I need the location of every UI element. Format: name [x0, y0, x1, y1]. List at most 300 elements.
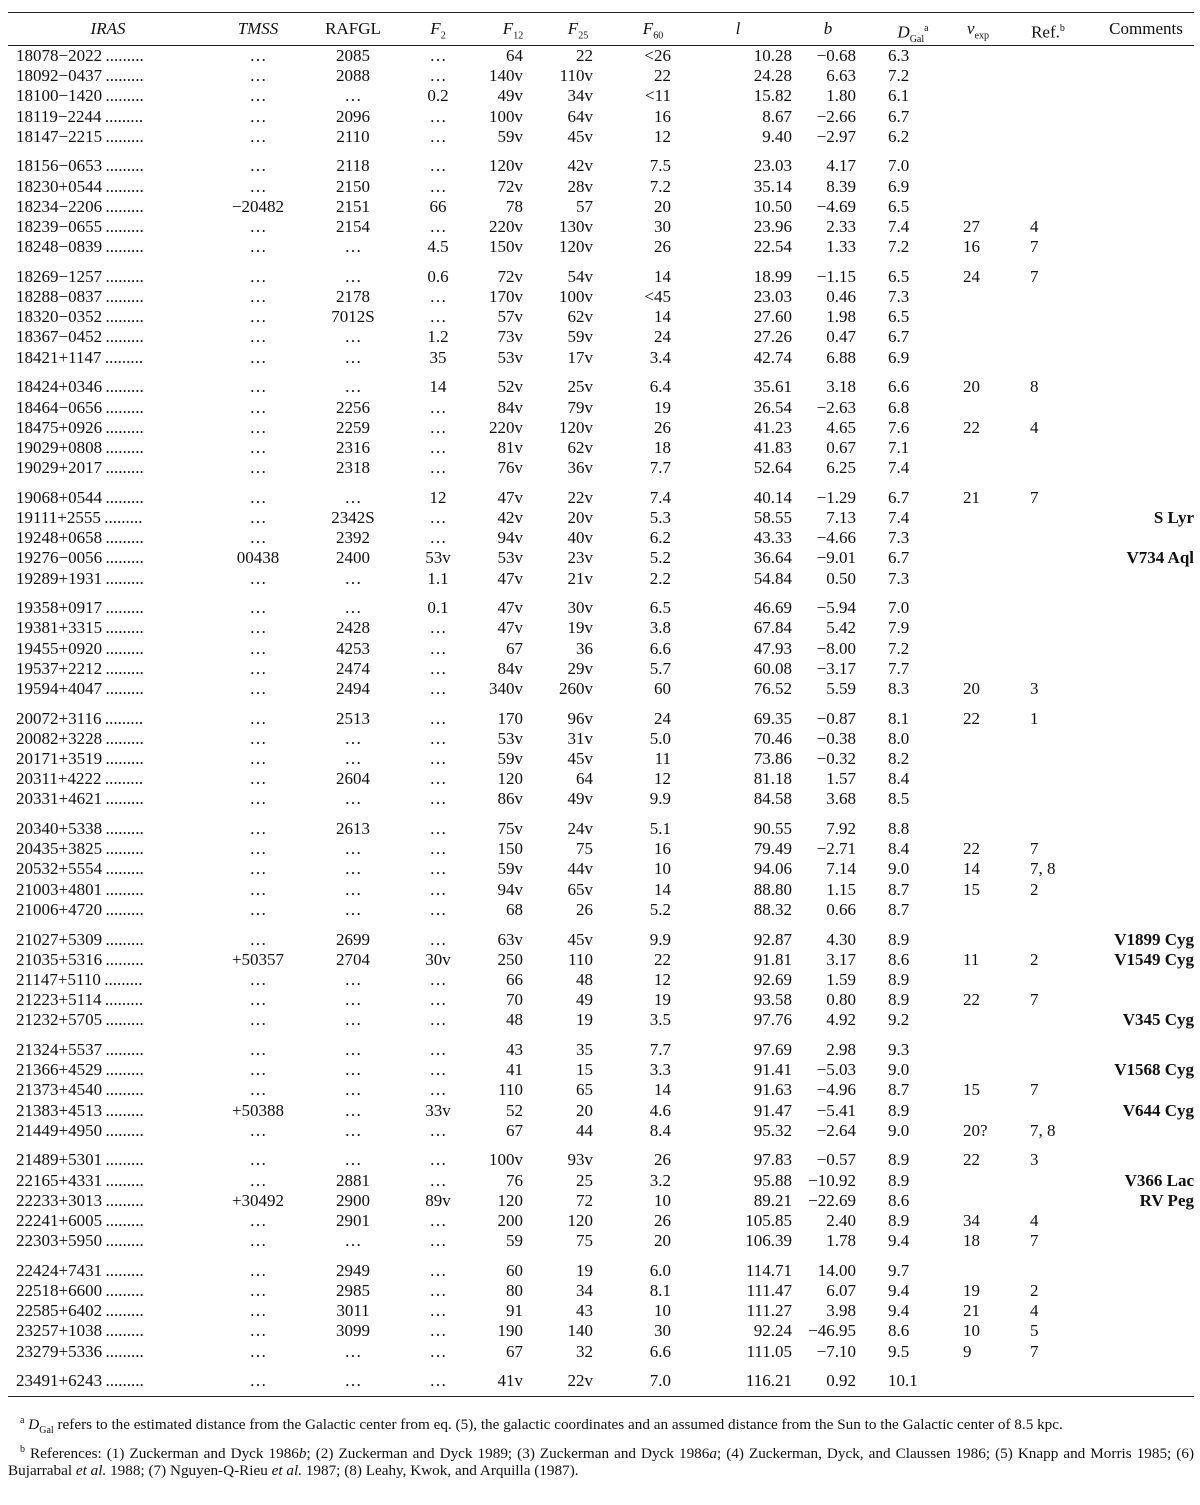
cell-vexp: 24 — [963, 266, 980, 286]
cell-l: 91.81 — [753, 949, 792, 969]
cell-tmss: … — [249, 789, 267, 809]
cell-rafgl: 2985 — [336, 1281, 370, 1300]
cell-rafgl: … — [344, 1371, 362, 1391]
header-ref: Ref.$^b$ — [1031, 22, 1065, 42]
cell-f12: 59v — [497, 859, 523, 879]
cell-l: 9.40 — [762, 126, 792, 146]
cell-f2: … — [429, 66, 447, 86]
cell-tmss: … — [249, 1371, 267, 1391]
table-row — [8, 177, 1194, 197]
header-tmss: TMSS — [237, 19, 279, 38]
cell-f25: 30v — [567, 598, 593, 618]
cell-iras: 18464−0656 ......... — [16, 397, 144, 417]
cell-dgal: 6.8 — [888, 397, 910, 417]
cell-iras: 21003+4801 ......... — [16, 879, 144, 899]
cell-f25: 110 — [568, 949, 593, 969]
cell-f25: 49 — [576, 990, 593, 1010]
cell-b: −4.96 — [816, 1080, 856, 1100]
table-row — [8, 307, 1194, 327]
cell-l: 42.74 — [753, 347, 792, 367]
cell-b: 14.00 — [817, 1260, 856, 1280]
cell-l: 40.14 — [753, 487, 792, 507]
cell-l: 52.64 — [753, 458, 792, 478]
cell-dgal: 7.7 — [888, 658, 910, 678]
cell-tmss: … — [249, 307, 267, 327]
cell-b: −7.10 — [816, 1341, 856, 1361]
cell-f2: 0.6 — [427, 266, 449, 286]
cell-dgal: 7.4 — [888, 217, 910, 236]
group-spacer — [8, 589, 1194, 599]
table-row — [8, 950, 1194, 970]
cell-f2: … — [429, 176, 447, 196]
cell-iras: 18367−0452 ......... — [16, 327, 144, 347]
cell-l: 111.27 — [746, 1301, 792, 1321]
cell-f12: 41 — [506, 1060, 523, 1080]
cell-f12: 80 — [506, 1281, 523, 1300]
table-row — [8, 679, 1194, 699]
cell-f12: 190 — [497, 1321, 523, 1341]
cell-dgal: 6.5 — [888, 196, 910, 216]
cell-dgal: 9.4 — [888, 1301, 910, 1321]
cell-f2: … — [429, 1080, 447, 1100]
cell-dgal: 8.2 — [888, 749, 910, 768]
cell-tmss: … — [249, 507, 267, 527]
cell-b: 0.92 — [826, 1371, 856, 1391]
cell-f60: 18 — [654, 437, 671, 457]
cell-f2: … — [429, 929, 447, 949]
cell-f60: 26 — [654, 237, 671, 257]
cell-dgal: 6.7 — [888, 327, 910, 347]
cell-rafgl: … — [344, 487, 362, 507]
cell-dgal: 6.6 — [888, 377, 910, 397]
cell-dgal: 8.0 — [888, 728, 910, 748]
cell-rafgl: 2096 — [336, 106, 370, 126]
cell-iras: 19276−0056 ......... — [16, 548, 144, 568]
cell-vexp: 9 — [963, 1341, 972, 1361]
cell-f25: 15 — [576, 1060, 593, 1080]
cell-rafgl: 2901 — [336, 1210, 370, 1230]
table-row — [8, 769, 1194, 789]
cell-f2: 35 — [429, 347, 447, 367]
cell-tmss: … — [249, 487, 267, 507]
cell-rafgl: 2900 — [336, 1190, 370, 1210]
cell-ref: 7 — [1030, 990, 1039, 1010]
footnote-a: $^a$ $D_{Gal}$ refers to the estimated distance from the Galactic center from eq. (5), the galactic coordinates and an assumed distance from the Sun to the Galactic center of 8.5 kpc. — [20, 1415, 1063, 1437]
cell-iras: 21147+5110 ......... — [16, 969, 143, 989]
cell-f12: 48 — [506, 1010, 523, 1030]
cell-b: 7.14 — [826, 859, 856, 879]
cell-ref: 7 — [1030, 1341, 1039, 1361]
table-row — [8, 1261, 1194, 1281]
cell-f60: 14 — [654, 266, 671, 286]
cell-f2: … — [429, 1170, 447, 1190]
cell-rafgl: … — [344, 347, 362, 367]
table-row — [8, 1281, 1194, 1301]
cell-dgal: 9.3 — [888, 1039, 910, 1059]
cell-vexp: 21 — [963, 487, 980, 507]
cell-f60: 14 — [654, 307, 671, 327]
cell-f2: … — [429, 437, 447, 457]
cell-f2: … — [429, 749, 447, 768]
cell-iras: 20171+3519 ......... — [16, 749, 144, 768]
cell-f12: 91 — [506, 1301, 523, 1321]
cell-l: 92.24 — [753, 1321, 792, 1341]
cell-f2: … — [429, 899, 447, 919]
cell-f25: 35 — [576, 1039, 593, 1059]
header-vexp: $v_{exp}$ — [967, 19, 989, 42]
table-row — [8, 1171, 1194, 1191]
cell-f2: 89v — [425, 1190, 451, 1210]
cell-b: 7.13 — [826, 507, 856, 527]
cell-tmss: … — [249, 377, 267, 397]
cell-f25: 45v — [567, 929, 593, 949]
cell-f12: 49v — [497, 86, 523, 106]
cell-f12: 150 — [497, 839, 523, 859]
cell-f25: 54v — [567, 266, 593, 286]
cell-b: −0.32 — [816, 749, 856, 768]
table-row — [8, 990, 1194, 1010]
table-row — [8, 197, 1194, 217]
cell-ref: 2 — [1030, 949, 1039, 969]
table-row — [8, 438, 1194, 458]
cell-f60: 8.4 — [649, 1120, 671, 1140]
cell-ref: 4 — [1030, 1210, 1039, 1230]
cell-vexp: 22 — [963, 839, 980, 859]
cell-l: 43.33 — [753, 528, 792, 548]
cell-f2: … — [429, 1231, 447, 1251]
cell-tmss: … — [249, 1080, 267, 1100]
cell-f25: 44v — [567, 859, 593, 879]
cell-ref: 2 — [1030, 1281, 1039, 1300]
table-row — [8, 418, 1194, 438]
cell-f2: … — [429, 1371, 447, 1391]
group-spacer — [8, 147, 1194, 157]
cell-rafgl: … — [344, 1100, 362, 1120]
cell-iras: 21324+5537 ......... — [16, 1039, 144, 1059]
cell-b: −2.97 — [816, 126, 856, 146]
cell-f60: 12 — [654, 126, 671, 146]
cell-f25: 57 — [576, 196, 593, 216]
group-spacer — [8, 1030, 1194, 1040]
cell-tmss: … — [249, 638, 267, 658]
cell-f60: 7.7 — [649, 1039, 671, 1059]
cell-l: 93.58 — [753, 990, 792, 1010]
cell-iras: 19537+2212 ......... — [16, 658, 144, 678]
cell-f12: 42v — [497, 507, 523, 527]
cell-tmss: … — [249, 417, 267, 437]
cell-f12: 140v — [489, 66, 523, 86]
cell-l: 88.80 — [753, 879, 792, 899]
cell-f25: 21v — [567, 568, 593, 588]
cell-f25: 23v — [567, 548, 593, 568]
cell-iras: 20340+5338 ......... — [16, 819, 144, 839]
cell-iras: 21223+5114 ......... — [16, 990, 144, 1010]
cell-rafgl: 2400 — [336, 548, 370, 568]
cell-rafgl: … — [344, 1120, 362, 1140]
cell-f60: 5.2 — [649, 548, 671, 568]
cell-tmss: … — [249, 528, 267, 548]
cell-f60: 7.2 — [649, 176, 671, 196]
cell-f2: … — [429, 1281, 447, 1300]
cell-f60: 7.5 — [649, 156, 671, 176]
cell-f2: … — [429, 307, 447, 327]
table-row — [8, 859, 1194, 879]
cell-iras: 18156−0653 ......... — [16, 156, 144, 176]
cell-dgal: 8.7 — [888, 899, 910, 919]
cell-b: −5.94 — [816, 598, 856, 618]
table-row — [8, 86, 1194, 106]
cell-f12: 64 — [506, 46, 523, 65]
cell-f12: 150v — [489, 237, 523, 257]
cell-rafgl: 2604 — [336, 769, 370, 789]
cell-tmss: … — [249, 176, 267, 196]
cell-f25: 75 — [576, 839, 593, 859]
cell-f60: 7.7 — [649, 458, 671, 478]
cell-f60: 9.9 — [649, 929, 671, 949]
cell-b: −2.66 — [816, 106, 856, 126]
cell-f25: 64 — [576, 769, 593, 789]
cell-b: 2.33 — [826, 217, 856, 236]
cell-f25: 36v — [567, 458, 593, 478]
group-spacer — [8, 257, 1194, 267]
cell-l: 116.21 — [745, 1371, 792, 1391]
cell-b: −10.92 — [808, 1170, 856, 1190]
cell-vexp: 19 — [963, 1281, 980, 1300]
cell-tmss: … — [249, 237, 267, 257]
cell-comments: RV Peg — [1139, 1190, 1194, 1210]
cell-f2: … — [429, 678, 447, 698]
cell-f12: 52v — [497, 377, 523, 397]
cell-f2: … — [429, 658, 447, 678]
cell-f60: <11 — [645, 86, 671, 106]
cell-f25: 48 — [576, 969, 593, 989]
cell-tmss: … — [249, 1210, 267, 1230]
cell-f60: 20 — [654, 196, 671, 216]
cell-f12: 120 — [497, 1190, 523, 1210]
table-row — [8, 458, 1194, 478]
cell-f25: 79v — [567, 397, 593, 417]
table-row — [8, 327, 1194, 347]
cell-ref: 7, 8 — [1030, 859, 1056, 879]
cell-b: 4.17 — [826, 156, 856, 176]
cell-iras: 23257+1038 ......... — [16, 1321, 144, 1341]
cell-ref: 3 — [1030, 678, 1039, 698]
cell-iras: 22585+6402 ......... — [16, 1301, 144, 1321]
cell-tmss: … — [249, 1301, 267, 1321]
cell-f25: 100v — [559, 287, 593, 307]
cell-iras: 18147−2215 ......... — [16, 126, 144, 146]
cell-ref: 4 — [1030, 1301, 1039, 1321]
cell-vexp: 22 — [963, 417, 980, 437]
cell-f60: 19 — [654, 397, 671, 417]
cell-dgal: 8.3 — [888, 678, 910, 698]
cell-tmss: … — [249, 1060, 267, 1080]
cell-iras: 22241+6005 ......... — [16, 1210, 144, 1230]
cell-tmss: … — [249, 1120, 267, 1140]
cell-f2: … — [429, 1010, 447, 1030]
cell-f25: 34 — [576, 1281, 593, 1300]
cell-f25: 25 — [576, 1170, 593, 1190]
cell-b: −4.69 — [816, 196, 856, 216]
cell-f12: 60 — [506, 1260, 523, 1280]
cell-tmss: −20482 — [231, 196, 285, 216]
cell-tmss: … — [249, 1341, 267, 1361]
cell-f60: 6.6 — [649, 1341, 671, 1361]
cell-f12: 67 — [506, 1120, 523, 1140]
cell-l: 81.18 — [753, 769, 792, 789]
cell-tmss: … — [249, 1231, 267, 1251]
cell-f2: 66 — [429, 196, 447, 216]
cell-rafgl: 2259 — [336, 417, 370, 437]
cell-f60: 24 — [654, 708, 671, 728]
cell-comments: V1549 Cyg — [1114, 949, 1194, 969]
cell-rafgl: 2699 — [336, 929, 370, 949]
cell-tmss: … — [249, 1010, 267, 1030]
cell-tmss: … — [249, 839, 267, 859]
cell-f60: 5.0 — [649, 728, 671, 748]
cell-tmss: … — [249, 568, 267, 588]
cell-rafgl: 2513 — [336, 708, 370, 728]
cell-dgal: 8.4 — [888, 839, 910, 859]
cell-b: −0.68 — [816, 46, 856, 65]
cell-dgal: 6.7 — [888, 548, 910, 568]
cell-b: −5.41 — [816, 1100, 856, 1120]
cell-iras: 19358+0917 ......... — [16, 598, 144, 618]
cell-iras: 22303+5950 ......... — [16, 1231, 144, 1251]
cell-b: −4.66 — [816, 528, 856, 548]
cell-b: 6.25 — [826, 458, 856, 478]
cell-vexp: 21 — [963, 1301, 980, 1321]
cell-f12: 94v — [497, 528, 523, 548]
cell-tmss: … — [249, 347, 267, 367]
cell-f60: 6.2 — [649, 528, 671, 548]
cell-f2: … — [429, 1301, 447, 1321]
cell-comments: V734 Aql — [1126, 548, 1194, 568]
cell-f12: 170 — [497, 708, 523, 728]
cell-f2: … — [429, 287, 447, 307]
cell-f12: 120 — [497, 769, 523, 789]
cell-f12: 84v — [497, 658, 523, 678]
cell-l: 111.47 — [746, 1281, 792, 1300]
cell-dgal: 7.3 — [888, 568, 910, 588]
table-bottom-rule — [8, 1396, 1194, 1397]
cell-f12: 52 — [506, 1100, 523, 1120]
group-spacer — [8, 478, 1194, 488]
cell-vexp: 11 — [963, 949, 980, 969]
cell-f25: 25v — [567, 377, 593, 397]
table-row — [8, 880, 1194, 900]
cell-rafgl: 2316 — [336, 437, 370, 457]
table-row — [8, 729, 1194, 749]
cell-f2: 12 — [429, 487, 447, 507]
cell-dgal: 8.9 — [888, 929, 910, 949]
cell-b: 7.92 — [826, 819, 856, 839]
table-row — [8, 156, 1194, 176]
cell-f60: 5.3 — [649, 507, 671, 527]
cell-iras: 19068+0544 ......... — [16, 487, 144, 507]
cell-iras: 20435+3825 ......... — [16, 839, 144, 859]
cell-b: 1.59 — [826, 969, 856, 989]
cell-f2: 1.1 — [427, 568, 449, 588]
cell-b: −1.29 — [816, 487, 856, 507]
cell-iras: 21489+5301 ......... — [16, 1150, 144, 1170]
cell-tmss: … — [249, 1170, 267, 1190]
cell-l: 60.08 — [753, 658, 792, 678]
cell-f2: … — [429, 879, 447, 899]
group-spacer — [8, 1362, 1194, 1372]
table-row — [8, 1342, 1194, 1362]
cell-rafgl: 2110 — [336, 126, 370, 146]
cell-l: 10.50 — [753, 196, 792, 216]
cell-dgal: 8.7 — [888, 879, 910, 899]
cell-iras: 21006+4720 ......... — [16, 899, 144, 919]
cell-f60: 60 — [654, 678, 671, 698]
cell-l: 92.69 — [753, 969, 792, 989]
cell-ref: 4 — [1030, 417, 1039, 437]
cell-f12: 81v — [497, 437, 523, 457]
cell-f12: 72v — [497, 266, 523, 286]
cell-b: 4.65 — [826, 417, 856, 437]
cell-l: 89.21 — [753, 1190, 792, 1210]
cell-rafgl: 2085 — [336, 46, 370, 65]
cell-tmss: … — [249, 598, 267, 618]
cell-dgal: 6.3 — [888, 46, 910, 65]
cell-l: 46.69 — [753, 598, 792, 618]
cell-iras: 20082+3228 ......... — [16, 728, 144, 748]
cell-f12: 66 — [506, 969, 523, 989]
cell-vexp: 15 — [963, 879, 980, 899]
cell-f12: 220v — [489, 417, 523, 437]
cell-dgal: 8.8 — [888, 819, 910, 839]
cell-f2: … — [429, 1120, 447, 1140]
cell-l: 79.49 — [753, 839, 792, 859]
cell-iras: 19381+3315 ......... — [16, 618, 144, 638]
cell-iras: 18248−0839 ......... — [16, 237, 144, 257]
cell-f12: 47v — [497, 618, 523, 638]
cell-f2: … — [429, 618, 447, 638]
cell-f12: 47v — [497, 487, 523, 507]
cell-l: 91.47 — [753, 1100, 792, 1120]
cell-l: 111.05 — [746, 1341, 792, 1361]
cell-vexp: 20 — [963, 377, 980, 397]
cell-iras: 18119−2244 ......... — [16, 106, 144, 126]
cell-iras: 21449+4950 ......... — [16, 1120, 144, 1140]
cell-l: 23.03 — [753, 156, 792, 176]
cell-dgal: 6.7 — [888, 106, 910, 126]
table-row — [8, 377, 1194, 397]
group-spacer — [8, 1251, 1194, 1261]
cell-f60: 6.0 — [649, 1260, 671, 1280]
cell-f25: 22v — [567, 1371, 593, 1391]
cell-b: 1.33 — [826, 237, 856, 257]
cell-iras: 19029+0808 ......... — [16, 437, 144, 457]
cell-vexp: 16 — [963, 237, 980, 257]
cell-tmss: … — [249, 437, 267, 457]
cell-f25: 120 — [567, 1210, 593, 1230]
cell-l: 10.28 — [753, 46, 792, 65]
cell-f60: 6.5 — [649, 598, 671, 618]
table-row — [8, 749, 1194, 769]
cell-b: 3.17 — [826, 949, 856, 969]
table-row — [8, 1321, 1194, 1341]
cell-iras: 18234−2206 ......... — [16, 196, 144, 216]
cell-iras: 19594+4047 ......... — [16, 678, 144, 698]
cell-f2: … — [429, 638, 447, 658]
cell-f25: 96v — [567, 708, 593, 728]
cell-tmss: … — [249, 66, 267, 86]
cell-dgal: 6.2 — [888, 126, 910, 146]
cell-f25: 28v — [567, 176, 593, 196]
